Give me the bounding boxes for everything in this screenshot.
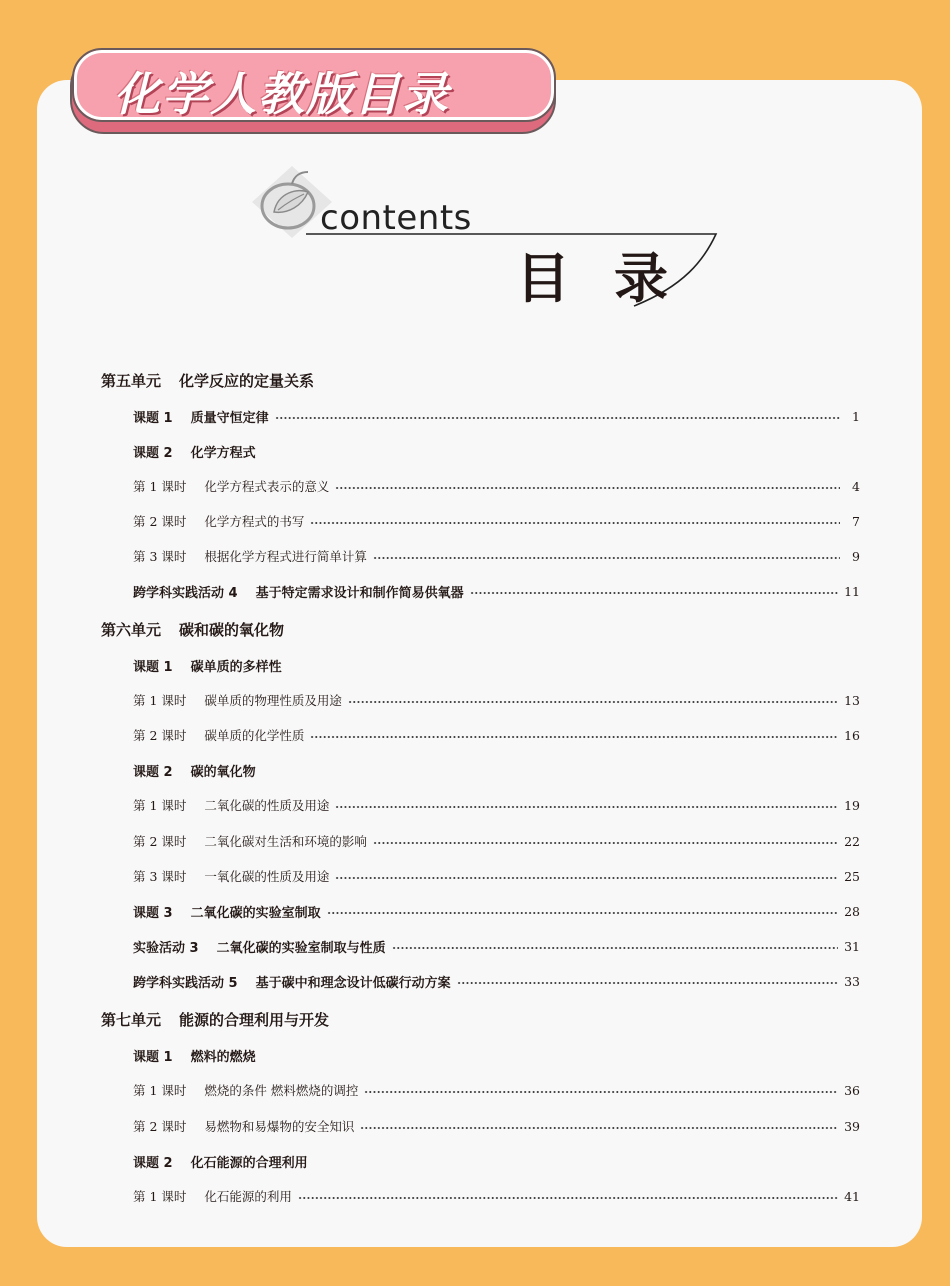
- entry-title: 根据化学方程式进行简单计算: [204, 549, 367, 564]
- entry-label: 第 2 课时: [133, 728, 187, 743]
- entry-label: 课题 1: [133, 1049, 173, 1065]
- entry-title: 基于碳中和理念设计低碳行动方案: [255, 975, 451, 991]
- page-number: 19: [844, 797, 860, 813]
- entry-title: 化石能源的利用: [204, 1189, 292, 1204]
- toc-entry[interactable]: [133, 546, 860, 566]
- toc-entry[interactable]: [133, 511, 860, 531]
- toc-entry[interactable]: [133, 406, 860, 426]
- entry-title: 二氧化碳的实验室制取: [190, 905, 321, 921]
- entry-label: 第 3 课时: [133, 869, 187, 884]
- entry-title: 质量守恒定律: [190, 410, 269, 426]
- toc-entry[interactable]: [133, 1045, 860, 1065]
- dot-leader: [335, 487, 840, 489]
- toc-entry[interactable]: [133, 655, 860, 675]
- entry-title: 二氧化碳的实验室制取与性质: [216, 940, 386, 956]
- entry-label: 第 3 课时: [133, 549, 187, 564]
- unit-title: 化学反应的定量关系: [179, 371, 315, 390]
- contents-word: contents: [320, 198, 472, 238]
- page-number: 16: [844, 727, 860, 743]
- toc-entry[interactable]: [133, 866, 860, 886]
- toc-entry[interactable]: [133, 441, 860, 461]
- entry-label: 第 1 课时: [133, 1083, 187, 1098]
- toc-entry[interactable]: [133, 936, 860, 956]
- page-number: 22: [844, 833, 860, 849]
- toc-entry[interactable]: [133, 476, 860, 496]
- unit-number: 第五单元: [101, 371, 162, 390]
- page-number: 31: [844, 938, 860, 954]
- entry-label: 课题 1: [133, 410, 173, 426]
- dot-leader: [298, 1197, 838, 1199]
- entry-title: 碳单质的物理性质及用途: [204, 693, 342, 708]
- entry-title: 一氧化碳的性质及用途: [204, 869, 330, 884]
- page-number: 11: [844, 583, 860, 599]
- entry-title: 二氧化碳对生活和环境的影响: [204, 834, 367, 849]
- dot-leader: [310, 522, 840, 524]
- page-number: 28: [844, 903, 860, 919]
- page-number: 9: [852, 548, 860, 564]
- toc-entry[interactable]: [133, 795, 860, 815]
- entry-title: 化学方程式的书写: [204, 514, 305, 529]
- unit-number: 第六单元: [101, 620, 162, 639]
- page-number: 33: [844, 973, 860, 989]
- toc-entry[interactable]: [133, 690, 860, 710]
- dot-leader: [335, 877, 838, 879]
- unit-title: 碳和碳的氧化物: [179, 620, 285, 639]
- entry-title: 化石能源的合理利用: [190, 1155, 308, 1171]
- unit-heading[interactable]: [101, 370, 314, 390]
- toc-entry[interactable]: [133, 1186, 860, 1206]
- page-number: 36: [844, 1082, 860, 1098]
- toc-entry[interactable]: [133, 1116, 860, 1136]
- toc-entry[interactable]: [133, 1080, 860, 1100]
- entry-title: 易燃物和易爆物的安全知识: [204, 1119, 355, 1134]
- page-number: 41: [844, 1188, 860, 1204]
- dot-leader: [310, 736, 838, 738]
- toc-entry[interactable]: [133, 760, 860, 780]
- entry-label: 课题 2: [133, 764, 173, 780]
- unit-number: 第七单元: [101, 1010, 162, 1029]
- entry-label: 第 1 课时: [133, 693, 187, 708]
- page-number: 4: [852, 478, 860, 494]
- entry-label: 课题 2: [133, 1155, 173, 1171]
- entry-label: 第 1 课时: [133, 479, 187, 494]
- entry-title: 碳单质的多样性: [190, 659, 282, 675]
- entry-label: 第 2 课时: [133, 834, 187, 849]
- page-number: 13: [844, 692, 860, 708]
- toc-entry[interactable]: [133, 1151, 860, 1171]
- page-number: 25: [844, 868, 860, 884]
- unit-heading[interactable]: [101, 1009, 329, 1029]
- entry-title: 碳单质的化学性质: [204, 728, 305, 743]
- entry-label: 课题 2: [133, 445, 173, 461]
- entry-title: 化学方程式: [190, 445, 256, 461]
- page-number: 7: [852, 513, 860, 529]
- entry-title: 燃料的燃烧: [190, 1049, 256, 1065]
- entry-title: 燃烧的条件 燃料燃烧的调控: [204, 1083, 359, 1098]
- entry-label: 跨学科实践活动 5: [133, 975, 238, 991]
- dot-leader: [327, 912, 839, 914]
- entry-label: 第 2 课时: [133, 1119, 187, 1134]
- entry-label: 跨学科实践活动 4: [133, 585, 238, 601]
- entry-label: 第 1 课时: [133, 798, 187, 813]
- entry-title: 化学方程式表示的意义: [204, 479, 330, 494]
- entry-label: 实验活动 3: [133, 940, 199, 956]
- toc-entry[interactable]: [133, 831, 860, 851]
- dot-leader: [373, 557, 840, 559]
- dot-leader: [457, 982, 839, 984]
- dot-leader: [275, 417, 840, 419]
- dot-leader: [335, 806, 838, 808]
- dot-leader: [360, 1127, 838, 1129]
- dot-leader: [364, 1091, 838, 1093]
- dot-leader: [348, 701, 838, 703]
- entry-title: 基于特定需求设计和制作简易供氧器: [255, 585, 464, 601]
- page-number: 39: [844, 1118, 860, 1134]
- entry-label: 课题 3: [133, 905, 173, 921]
- dot-leader: [373, 842, 838, 844]
- toc-entry[interactable]: [133, 971, 860, 991]
- mulu-title: 目录: [516, 246, 712, 310]
- unit-title: 能源的合理利用与开发: [179, 1010, 330, 1029]
- entry-label: 第 2 课时: [133, 514, 187, 529]
- toc-entry[interactable]: [133, 581, 860, 601]
- unit-heading[interactable]: [101, 619, 284, 639]
- dot-leader: [392, 947, 839, 949]
- dot-leader: [470, 592, 839, 594]
- entry-label: 课题 1: [133, 659, 173, 675]
- entry-title: 二氧化碳的性质及用途: [204, 798, 330, 813]
- toc-entry[interactable]: [133, 901, 860, 921]
- banner-title: 化学人教版目录: [114, 67, 450, 121]
- entry-title: 碳的氧化物: [190, 764, 256, 780]
- entry-label: 第 1 课时: [133, 1189, 187, 1204]
- toc-entry[interactable]: [133, 725, 860, 745]
- page-number: 1: [852, 408, 860, 424]
